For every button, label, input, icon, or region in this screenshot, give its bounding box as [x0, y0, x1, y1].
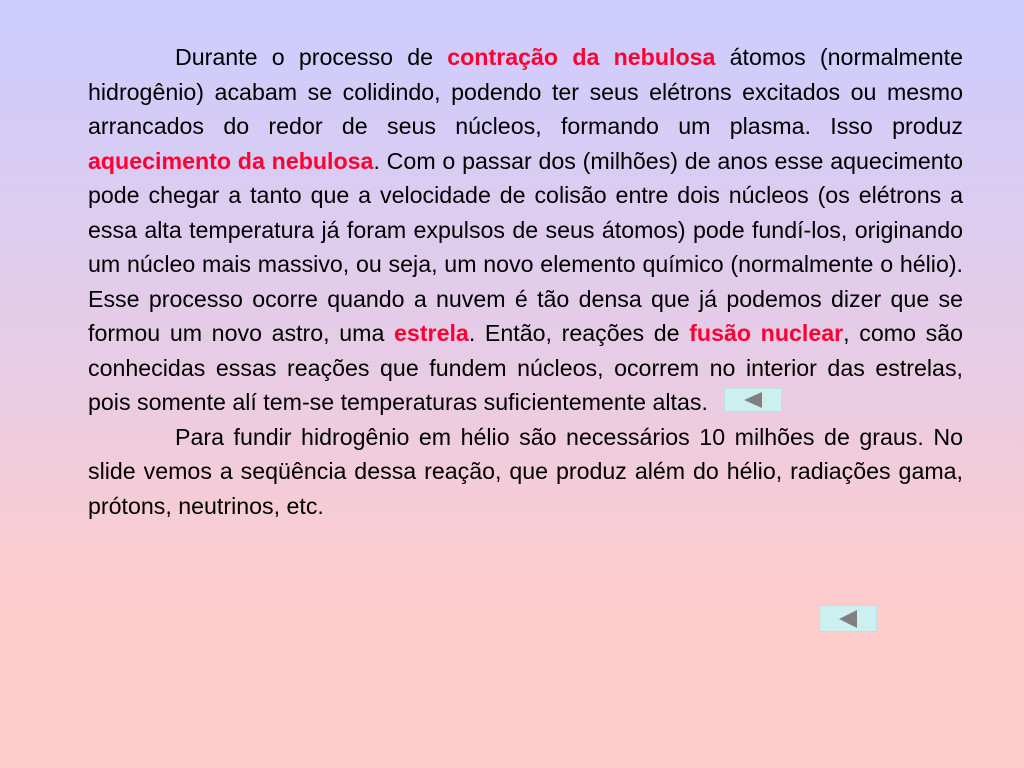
- left-triangle-icon: [744, 392, 762, 408]
- highlight-estrela: estrela: [394, 320, 469, 346]
- slide-text: [88, 40, 963, 523]
- back-button-2[interactable]: [819, 605, 877, 632]
- highlight-contracao: contração da nebulosa: [447, 44, 716, 70]
- paragraph-1: [88, 40, 963, 420]
- left-triangle-icon: [839, 610, 857, 628]
- paragraph-1-text-4: . Então, reações de: [468, 320, 690, 346]
- back-button-1[interactable]: [724, 388, 782, 412]
- paragraph-1-text-2: átomos (normalmente hidrogênio) acabam se colidindo, podendo ter seus elétrons excitados ou mesmo arrancados do redor de seus núcleos, formando um plasma. Isso produz: [88, 44, 963, 139]
- paragraph-2: Para fundir hidrogênio em hélio são necessários 10 milhões de graus. No slide vemos a seqüência dessa reação, que produz além do hélio, radiações gama, prótons, neutrinos, etc.: [88, 423, 963, 519]
- paragraph-1-text-1: Durante o processo de: [175, 44, 448, 70]
- paragraph-1-text-3: . Com o passar dos (milhões) de anos esse aquecimento pode chegar a tanto que a velocidade de colisão entre dois núcleos (os elétrons a essa alta temperatura já foram expulsos de seus átomos) pode fundí-los, originando um núcleo mais massivo, ou seja, um novo elemento químico (normalmente o hélio). Esse processo ocorre quando a nuvem é tão densa que já podemos dizer que se formou um novo astro, uma: [88, 147, 963, 346]
- highlight-fusao: fusão nuclear: [689, 320, 844, 346]
- paragraph-1-text-5: , como são conhecidas essas reações que fundem núcleos, ocorrem no interior das estrelas, pois somente alí tem-se temperaturas suficientemente altas.: [88, 320, 964, 415]
- highlight-aquecimento: aquecimento da nebulosa: [88, 147, 374, 174]
